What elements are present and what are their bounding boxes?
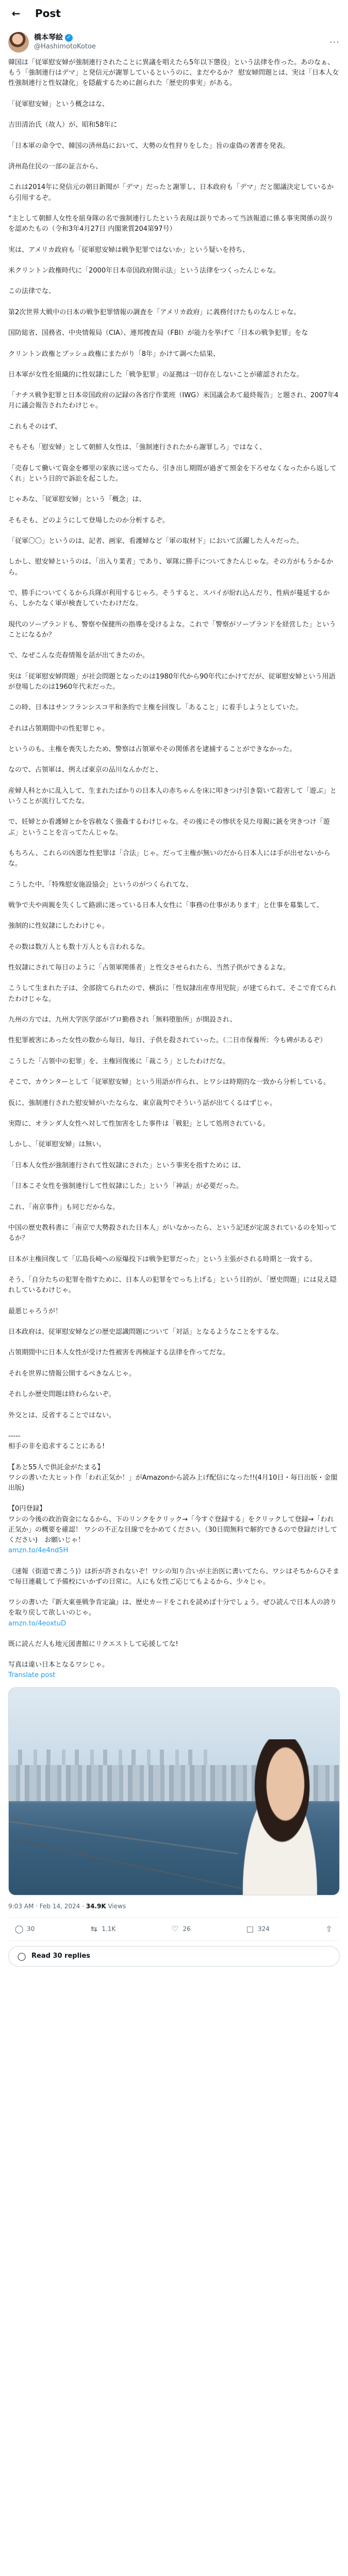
post-paragraph: その数は数万人とも数十万人とも言われるな。 <box>8 943 150 951</box>
post-paragraph: 日本軍が女性を組織的に性奴隷にした「戦争犯罪」の証拠は一切存在しないことが確認されたな。 <box>8 370 304 379</box>
like-count: 26 <box>183 1925 191 1933</box>
meta-separator: · <box>82 1902 86 1910</box>
post-paragraph: それしか歴史問題は終わらないぞ。 <box>8 1391 115 1399</box>
post-paragraph: 「日本軍の命令で、韓国の済州島において、大勢の女性狩りをした」旨の虚偽の著書を発表。 <box>8 142 290 150</box>
post-paragraph: というのも、主権を喪失したため、警察は占領軍やその関係者を逮捕することができなかった。 <box>8 745 296 753</box>
post-paragraph: この時、日本はサンフランシスコ平和条約で主権を回復し「あること」に着手しようとしていた。 <box>8 704 303 712</box>
post-paragraph: で、勝手についてくるから兵隊が利用するじゃろ。そうすると、スパイが紛れ込んだり、性病が蔓延するから、しかたなく軍が検査していたわけだな。 <box>8 589 330 608</box>
amazon-link-2[interactable]: amzn.to/4eoxtuD <box>8 1619 67 1628</box>
author-name[interactable]: 橋本琴絵 <box>34 33 63 42</box>
post-paragraph: 第2次世界大戦中の日本の戦争犯罪情報の調査を「アメリカ政府」に義務付けたものなんじゃな。 <box>8 308 301 316</box>
post-paragraph: こうした「占領中の犯罪」を、主権回復後に「裁こう」としたわけだな。 <box>8 1057 230 1065</box>
post-paragraph: そう、「自分たちの犯罪を指すために、日本人の犯罪をでっち上げる」という目的が、「歴史問題」には見え隠れしているわけじゃ。 <box>8 1276 337 1295</box>
bookmark-button[interactable] <box>245 1924 270 1934</box>
like-button[interactable] <box>171 1924 191 1934</box>
views-label: Views <box>108 1902 126 1910</box>
post-paragraph: そこで、カウンターとして「従軍慰安婦」という用語が作られ、ヒワシは時期的な一致から分析している。 <box>8 1078 330 1087</box>
post-paragraph: 「売春して働いて資金を郷里の家族に送ってたら、引き出し期間が過ぎて預金を下ろせなくなったから返してくれ」という目的で訴訟を起こした。 <box>8 464 337 483</box>
post-paragraph: しかし、慰安婦というのは、「出入り業者」であり、軍隊に勝手についてきたんじゃな。その方がもうかるから。 <box>8 558 334 577</box>
view-count: 34.9K <box>86 1902 106 1910</box>
post-image[interactable] <box>8 1687 340 1895</box>
post-paragraph: 実際に、オランダ人女性へ対して性加害をした事件は「戦犯」として処刑されている。 <box>8 1120 270 1128</box>
post-paragraph: もちろん、これらの凶悪な性犯罪は「合法」じゃ。だって主権が無いのだから日本人には手が出せないからな。 <box>8 849 330 868</box>
post-paragraph: 実は、アメリカ政府も「従軍慰安婦は戦争犯罪ではないか」という疑いを持ち、 <box>8 246 250 254</box>
post-paragraph: 外交とは、反省することではない。 <box>8 1411 116 1419</box>
post-paragraph: 「日本こそ女性を強制連行して性奴隷にした」という「神話」が必要だった。 <box>8 1182 243 1191</box>
ad-line-5: 既に読んだ人も地元図書館にリクエストして応援してな! <box>8 1640 178 1648</box>
repost-button[interactable] <box>89 1924 115 1934</box>
ad-heading: 【0円登録】 <box>8 1505 46 1513</box>
page-title: Post <box>35 7 61 20</box>
read-replies-button[interactable] <box>8 1946 340 1967</box>
more-options-icon[interactable]: ··· <box>329 37 340 48</box>
post-paragraphs <box>8 58 340 1421</box>
post-paragraph: 最悪じゃろうが！ <box>8 1307 62 1315</box>
post-paragraph: 国防総省、国務省、中央情報局（CIA）、連邦捜査局（FBI）が能力を挙げて「日本の戦争犯罪」をな <box>8 329 308 337</box>
bookmark-icon: □ <box>246 1924 254 1934</box>
post-paragraph: 韓国は「従軍慰安婦が強制連行されたことに異議を唱えたら5年以下懲役」という法律を作った。あのなぁ、もう「強制連行はデマ」と発信元が謝罪しているというのに、まだやるか？ 慰安婦問題とは、実は「日本人女性強制連行と性奴隷化」を隠蔽するために創られた「歴史的事実」がある。 <box>8 59 339 88</box>
ad-line-3: 《速報（街道で書こう)》は折が許されないぞ！ワシの知り合いが主治医に書いてたら、ワシはそちからひそまで毎日連載して予備校にいかずの日常に。人にも女性ご応じてもよるから、少々じゃ。 <box>8 1567 340 1586</box>
post-paragraph: しかし、「従軍慰安婦」は無い。 <box>8 1141 106 1149</box>
post-paragraph: 日本政府は、従軍慰安婦などの歴史認識問題について「対話」となるようなことをするな。 <box>8 1328 283 1336</box>
post-paragraph: で、妊婦とか看護婦とかを容赦なく強姦するわけじゃな。その後にその惨状を見た母親に銃を突きつけ「遊ぶ」ということを言ってたんじゃな。 <box>8 818 330 837</box>
post-meta <box>0 1895 348 1917</box>
reply-button[interactable] <box>14 1924 35 1934</box>
ad-line-2: ワシの書いた大ヒット作「われ正気か！」がAmazonから読み上げ配信になった!!(4月10日・毎日出版・金閣出版) <box>8 1473 338 1492</box>
closing-line: 相手の非を追求することにある! <box>8 1443 105 1451</box>
post-paragraph: これ、「南京事件」も同じだからな。 <box>8 1203 120 1211</box>
post-paragraph: 日本が主権回復して「広島長崎への原爆投下は戦争犯罪だった」という主張がされる時期と一致する。 <box>8 1255 317 1263</box>
reply-icon: ◯ <box>17 1951 26 1961</box>
author-names <box>34 33 329 52</box>
post-paragraph: 米クリントン政権時代に「2000年日本帝国政府開示法」という法律をつくったんじゃな。 <box>8 266 280 275</box>
person-figure <box>226 1739 334 1895</box>
post-paragraph: 「従軍〇〇」というのは、記者、画家、看護婦など「軍の取材下」において活躍した人々だった。 <box>8 537 304 546</box>
post-paragraph: こうした中、「特殊慰安施設協会」というのがつくられてな、 <box>8 880 193 889</box>
author-row <box>0 27 348 56</box>
ad-body: ワシの今後の政治資金になるから、下のリンクをクリック→「今すぐ登録する」をクリックして登録→「われ正気か」の概要を確認！ ワシの不正な目線でをかめてください。（30日間無料で解約できるので登録だけしてください) お願いじゃ！ <box>8 1515 338 1544</box>
post-paragraph: この法律でな、 <box>8 287 56 296</box>
post-paragraph: 済州島住民の一部の証言から、 <box>8 162 103 171</box>
post-paragraph: “主として朝鮮人女性を組身隊の名で強制連行したという表現は誤りであって当該報道に係る事実関係の誤りを認めたもの（令和3年4月27日 内閣衆質204第97号） <box>8 214 334 233</box>
post-paragraph: クリントン政権とブッシュ政権にまたがり「8年」かけて調べた結果、 <box>8 350 220 358</box>
share-icon: ⇧ <box>325 1924 333 1934</box>
amazon-link-1[interactable]: amzn.to/4e4nd5H <box>8 1547 69 1555</box>
ad-line-1: 【あと55人で供託金がたまる】 <box>8 1463 104 1471</box>
post-paragraph: そもそも「慰安婦」として朝鮮人女性は、「強制連行されたから謝罪しろ」ではなく、 <box>8 444 267 452</box>
post-paragraph: 「ナチス戦争犯罪と日本帝国政府の記録の各省庁作業班（IWG）米国議会あて最終報告」と題され、2007年4月に議会報告されたわけじゃ。 <box>8 392 339 410</box>
post-paragraph: 中国の歴史教科書に「南京で大勢殺された日本人」がいなかったら、という記述が定説されているのを知ってるか？ <box>8 1224 337 1243</box>
ad-line-4: ワシの書いた『新大東亜戦争肯定論』は、歴史カードをこれを読めば十分でしょう。ぜひ読んで日本人の誇りを取り戻して欲しいのじゃ。 <box>8 1599 337 1617</box>
bookmark-count: 324 <box>257 1925 270 1933</box>
post-timestamp[interactable]: 9:03 AM · Feb 14, 2024 <box>8 1902 80 1910</box>
read-replies-label: Read 30 replies <box>31 1952 91 1960</box>
share-button[interactable] <box>324 1924 334 1934</box>
post-paragraph: 性奴隷にされて毎日のように「占領軍関係者」と性交させられたら、当然子供ができるよな。 <box>8 964 290 972</box>
ad-line-6: 写真は違い日本となるワシじゃ。 <box>8 1661 109 1669</box>
reply-icon: ◯ <box>14 1924 24 1934</box>
post-paragraph: そもそも、どのようにして登場したのか分析するぞ。 <box>8 516 169 524</box>
post-paragraph: 九州の方では、九州大学医学部がプロ勤務され「無料堕胎所」が開設され、 <box>8 1016 237 1024</box>
divider <box>8 1940 340 1941</box>
post-paragraph: 「従軍慰安婦」という概念はな、 <box>8 100 109 108</box>
translate-post-link[interactable]: Translate post <box>8 1671 56 1680</box>
post-paragraph: 強制的に性奴隷にしたわけじゃ。 <box>8 922 109 930</box>
post-paragraph: こうして生まれた子は、全部捨てられたので、横浜に「性奴隷出産専用児院」が建てられて、そこで育てられたわけじゃな。 <box>8 985 337 1003</box>
post-paragraph: 産婦人科とかに乱入して、生まれたばかりの日本人の赤ちゃんを床に叩きつけ引き裂いて殺害して「遊ぶ」ということが流行してたな。 <box>8 787 337 805</box>
arrow-left-icon[interactable]: ← <box>11 7 21 20</box>
post-paragraph: じゃあな、「従軍慰安婦」という「概念」は、 <box>8 496 146 504</box>
verified-icon: ✓ <box>65 34 73 42</box>
post-paragraph: 仮に、強制連行された慰安婦がいたならな、東京裁判でそういう話が出てくるはずじゃ。 <box>8 1099 277 1107</box>
repost-count: 1.1K <box>102 1925 116 1933</box>
author-handle[interactable]: @HashimotoKotoe <box>34 43 96 50</box>
post-paragraph: それは占領期間中の性犯罪じゃ。 <box>8 724 109 733</box>
post-paragraph: それを世界に情報公開するべきなんじゃ。 <box>8 1369 136 1378</box>
author-name-row[interactable] <box>34 33 329 42</box>
post-body <box>0 56 348 1681</box>
post-paragraph: これもそのはず、 <box>8 422 61 431</box>
post-paragraph: なので、占領軍は、例えば東京の品川なんかだと、 <box>8 766 162 774</box>
post-paragraph: 占領期間中に日本人女性が受けた性被害を再検証する法律を作ってだな。 <box>8 1349 230 1357</box>
separator: ----- <box>8 1432 21 1440</box>
repost-icon: ⇆ <box>91 1924 97 1934</box>
railing <box>9 1821 238 1854</box>
post-paragraph: 「日本人女性が強制連行されて性奴隷にされた」という事実を指すために は、 <box>8 1161 245 1170</box>
railing <box>9 1838 242 1889</box>
post-paragraph: 吉田清治氏（故人）が、昭和58年に <box>8 121 118 129</box>
like-icon: ♡ <box>171 1924 179 1934</box>
header <box>0 0 348 27</box>
post-paragraph: 現代のソープランドも、警察や保健所の指導を受けるよな。これで「警察がソープランドを経営した」ということになるか？ <box>8 620 336 639</box>
post-paragraph: 戦争で夫や両親を失くして路頭に迷っている日本人女性に「事務の仕事があります」と仕事を募集して、 <box>8 901 323 909</box>
reply-count: 30 <box>27 1925 35 1933</box>
post-paragraph: 性犯罪被害にあった女性の数から毎日、毎日、子供を殺されていった。（二日市保養所：今も碑があるぞ） <box>8 1037 327 1045</box>
post-paragraph: で、なぜこんな売春情報を話が出てきたのか。 <box>8 652 149 660</box>
action-bar <box>0 1918 348 1940</box>
post-paragraph: 実は「従軍慰安婦問題」が社会問題となったのは1980年代から90年代にかけてだが、従軍慰安婦という用語が登場したのは1960年代末だった。 <box>8 672 336 691</box>
avatar[interactable] <box>8 32 29 53</box>
post-paragraph: これは2014年に発信元の朝日新聞が「デマ」だったと謝罪し、日本政府も「デマ」だと閣議決定しているから引用するぞ。 <box>8 183 334 202</box>
